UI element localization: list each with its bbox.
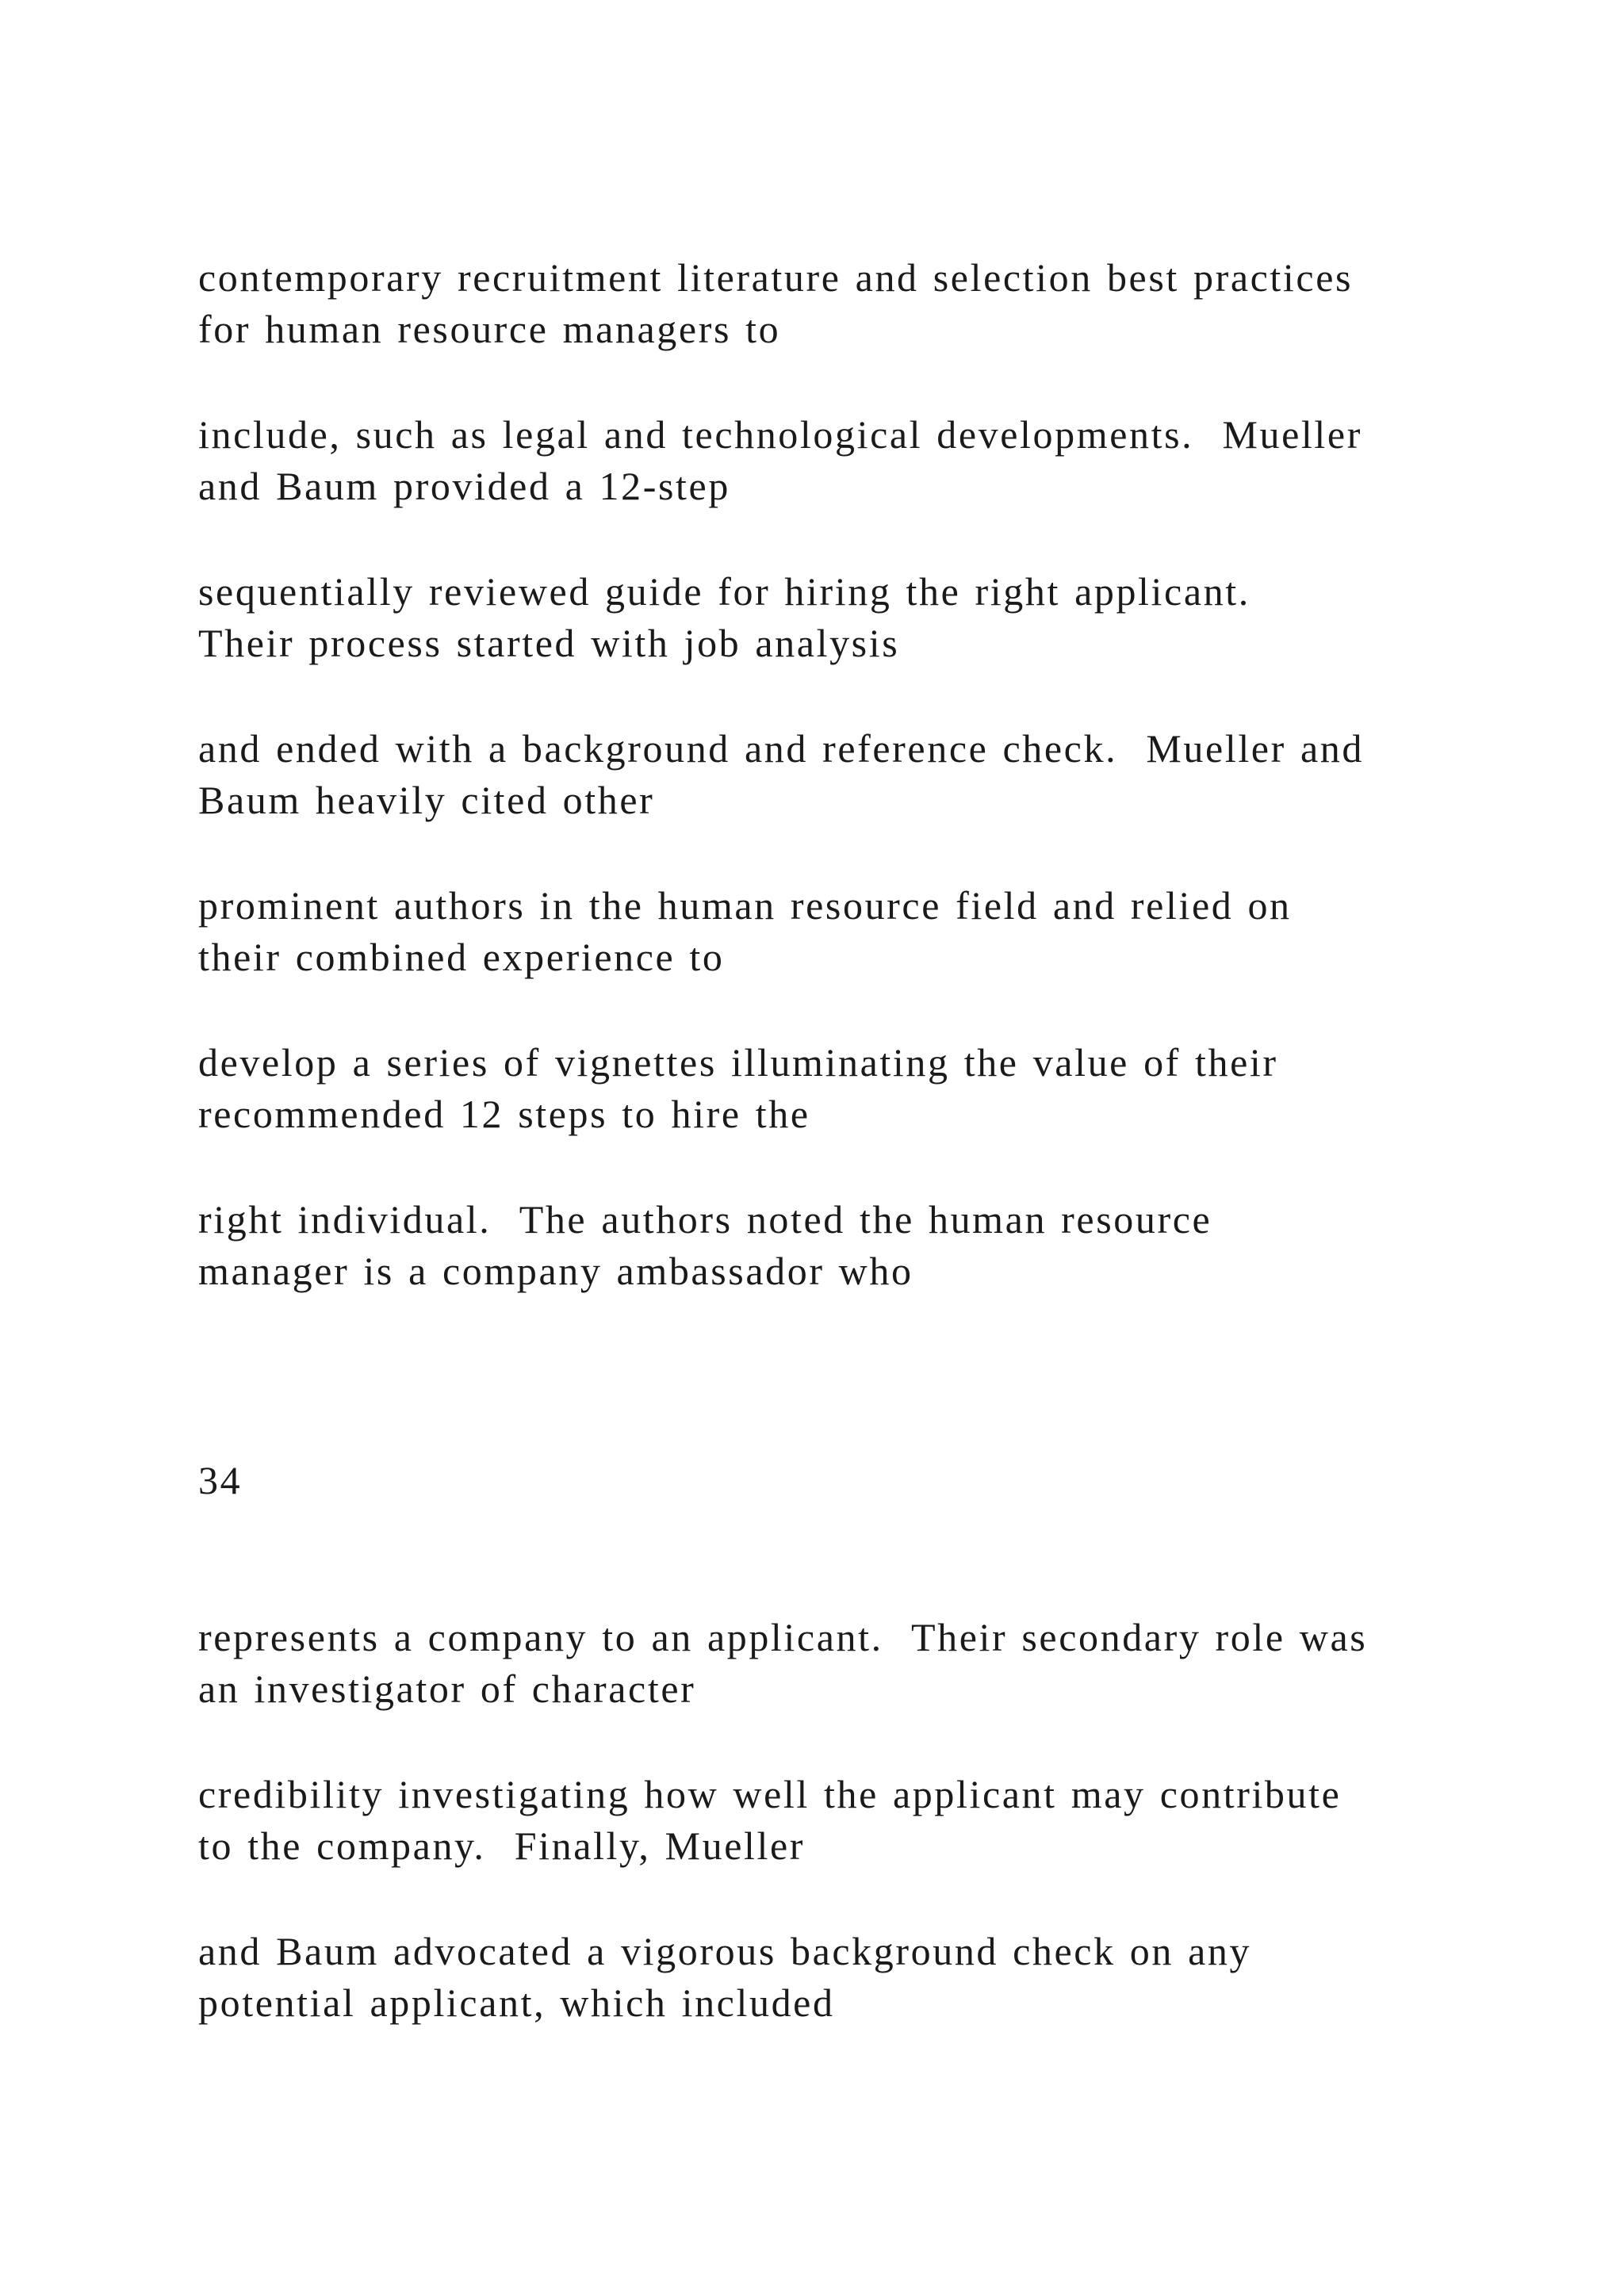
page-number: 34 bbox=[198, 1458, 243, 1502]
paragraph-1-line-1: contemporary recruitment literature and selection best practices bbox=[198, 255, 1354, 300]
paragraph-1-line-2: for human resource managers to bbox=[198, 307, 781, 351]
paragraph-10-line-2: potential applicant, which included bbox=[198, 1980, 835, 2025]
paragraph-3-line-1: sequentially reviewed guide for hiring the right applicant. bbox=[198, 569, 1251, 614]
paragraph-4-line-2: Baum heavily cited other bbox=[198, 778, 655, 822]
paragraph-10-line-1: and Baum advocated a vigorous background check on any bbox=[198, 1929, 1252, 1973]
paragraph-6-line-2: recommended 12 steps to hire the bbox=[198, 1092, 810, 1136]
paragraph-9-line-2: to the company. Finally, Mueller bbox=[198, 1823, 806, 1868]
paragraph-6-line-1: develop a series of vignettes illuminating the value of their bbox=[198, 1040, 1278, 1085]
paragraph-8-line-2: an investigator of character bbox=[198, 1667, 696, 1711]
paragraph-9-line-1: credibility investigating how well the applicant may contribute bbox=[198, 1772, 1342, 1816]
paragraph-3-line-2: Their process started with job analysis bbox=[198, 621, 900, 665]
paragraph-5-line-2: their combined experience to bbox=[198, 935, 725, 979]
paragraph-7-line-1: right individual. The authors noted the human resource bbox=[198, 1197, 1212, 1242]
paragraph-5-line-1: prominent authors in the human resource field and relied on bbox=[198, 883, 1292, 928]
paragraph-2-line-1: include, such as legal and technological developments. Mueller bbox=[198, 412, 1362, 457]
paragraph-8-line-1: represents a company to an applicant. Their secondary role was bbox=[198, 1615, 1368, 1659]
paragraph-2-line-2: and Baum provided a 12-step bbox=[198, 464, 730, 508]
paragraph-4-line-1: and ended with a background and reference check. Mueller and bbox=[198, 726, 1364, 771]
paragraph-7-line-2: manager is a company ambassador who bbox=[198, 1249, 914, 1293]
